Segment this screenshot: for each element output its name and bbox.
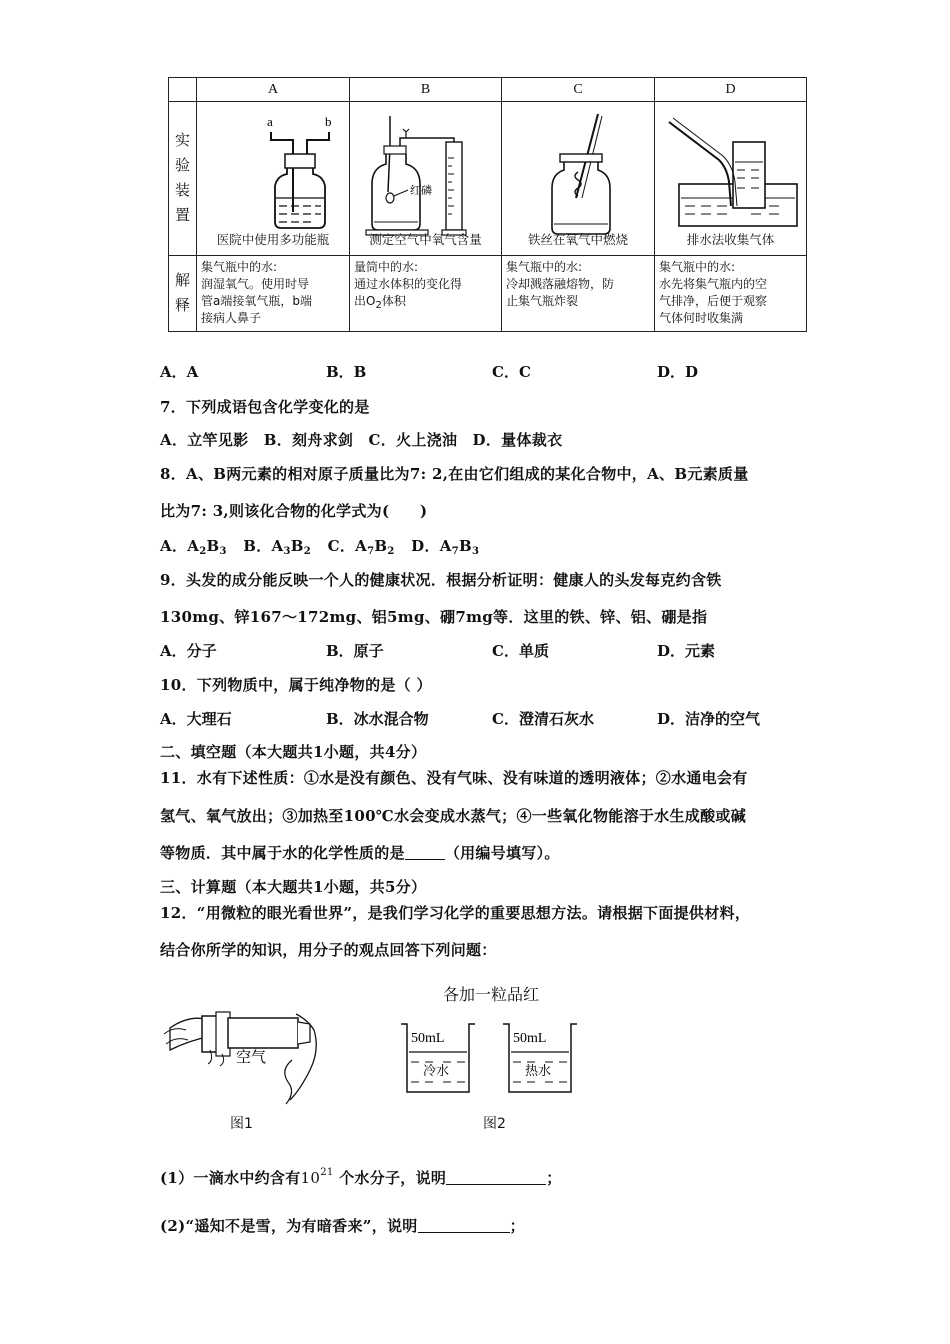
- port-a-label: a: [267, 114, 273, 129]
- q8-option-d[interactable]: D．$A_7B_3$: [411, 537, 480, 557]
- port-b-label: b: [325, 114, 332, 129]
- caption-c: 铁丝在氧气中燃烧: [527, 232, 628, 247]
- q12-line2: 结合你所学的知识，用分子的观点回答下列问题：: [160, 941, 497, 959]
- q6-option-b[interactable]: B．B: [326, 363, 367, 381]
- red-phosphorus-label: 红磷: [410, 184, 432, 197]
- explanation-b: 量筒中的水: 通过水体积的变化得 出$O_2$体积: [350, 255, 502, 331]
- caption-d: 排水法收集气体: [686, 232, 775, 247]
- row-label-explain: 解 释: [169, 255, 197, 331]
- q6-option-c[interactable]: C．C: [492, 363, 531, 381]
- figure-2-label: 图2: [483, 1116, 506, 1132]
- sub-question-1: (1）一滴水中约含有$10^{21}$ 个水分子，说明 ；: [160, 1167, 562, 1187]
- q11-answer-blank[interactable]: [405, 845, 445, 860]
- q10-option-a[interactable]: A．大理石: [160, 710, 232, 728]
- q11-line1: 11．水有下述性质：①水是没有颜色、没有气味、没有味道的透明液体；②水通电会有: [160, 769, 748, 787]
- q8-line1: 8．A、B两元素的相对原子质量比为7: 2,在由它们组成的某化合物中，A、B元素质量: [160, 465, 749, 483]
- svg-text:50mL: 50mL: [411, 1031, 445, 1046]
- column-header-d: D: [655, 78, 807, 102]
- air-label: 空气: [236, 1048, 267, 1066]
- q10-option-c[interactable]: C．澄清石灰水: [492, 710, 594, 728]
- syringe-figure: [160, 1000, 340, 1110]
- cold-water-beaker: [401, 1024, 475, 1092]
- q9-line1: 9．头发的成分能反映一个人的健康状况．根据分析证明：健康人的头发每克约含铁: [160, 571, 722, 589]
- explanation-c: 集气瓶中的水: 冷却溅落融熔物，防 止集气瓶炸裂: [502, 255, 655, 331]
- table-header-row: [169, 78, 807, 102]
- q10-option-b[interactable]: B．冰水混合物: [326, 710, 429, 728]
- q9-line2: 130mg、锌167～172mg、铝5mg、硼7mg等．这里的铁、锌、铝、硼是指: [160, 608, 708, 626]
- q7-stem: 7．下列成语包含化学变化的是: [160, 398, 370, 416]
- setup-cell-b: [350, 102, 502, 256]
- figure-1-label: 图1: [230, 1116, 253, 1132]
- q9-option-b[interactable]: B．原子: [326, 642, 384, 660]
- cold-water-label: 冷水: [423, 1064, 450, 1079]
- q8-line2: 比为7: 3,则该化合物的化学式为( ): [160, 502, 428, 520]
- hot-water-label: 热水: [525, 1064, 552, 1079]
- q11-line3: 等物质．其中属于水的化学性质的是 （用编号填写）。: [160, 844, 560, 862]
- sub1-answer-blank[interactable]: [446, 1170, 546, 1185]
- q10-stem: 10．下列物质中，属于纯净物的是（ ）: [160, 676, 432, 694]
- section-fill-in-title: 二、填空题（本大题共1小题，共4分）: [160, 743, 427, 761]
- section-calc-title: 三、计算题（本大题共1小题，共5分）: [160, 878, 427, 896]
- header-corner: [169, 78, 197, 102]
- q8-option-c[interactable]: C．$A_7B_2$: [327, 537, 395, 557]
- setup-cell-c: [502, 102, 655, 256]
- explanation-row: [169, 255, 807, 331]
- q8-options: [160, 535, 479, 557]
- q7-options[interactable]: A．立竿见影 B．刻舟求剑 C．火上浇油 D．量体裁衣: [160, 431, 563, 449]
- column-header-a: A: [197, 78, 350, 102]
- q9-option-d[interactable]: D．元素: [657, 642, 716, 660]
- hot-water-beaker: [503, 1024, 577, 1092]
- q10-option-d[interactable]: D．洁净的空气: [657, 710, 761, 728]
- sub2-answer-blank[interactable]: [418, 1218, 510, 1233]
- svg-text:50mL: 50mL: [513, 1031, 547, 1046]
- setup-cell-d: [655, 102, 807, 256]
- sub-question-2: (2)“遥知不是雪，为有暗香来”，说明 ；: [160, 1217, 525, 1235]
- explanation-a: 集气瓶中的水: 润湿氧气。使用时导 管a端接氧气瓶，b端 接病人鼻子: [197, 255, 350, 331]
- setup-cell-a: [197, 102, 350, 256]
- q11-line2: 氢气、氧气放出；③加热至100℃水会变成水蒸气；④一些氧化物能溶于水生成酸或碱: [160, 807, 746, 825]
- q9-option-a[interactable]: A．分子: [160, 642, 217, 660]
- q8-option-b[interactable]: B．$A_3B_2$: [243, 537, 312, 557]
- q6-option-a[interactable]: A．A: [160, 363, 199, 381]
- q8-option-a[interactable]: A．$A_2B_3$: [160, 537, 227, 557]
- beakers-figure: [395, 1018, 585, 1098]
- q12-line1: 12．“用微粒的眼光看世界”，是我们学习化学的重要思想方法。请根据下面提供材料，: [160, 904, 751, 922]
- experiment-table: [168, 77, 807, 332]
- column-header-b: B: [350, 78, 502, 102]
- explanation-d: 集气瓶中的水: 水先将集气瓶内的空 气排净，后便于观察 气体何时收集满: [655, 255, 807, 331]
- figure-title: 各加一粒品红: [443, 985, 540, 1004]
- row-label-setup: 实 验 装 置: [169, 102, 197, 256]
- setup-row: [169, 102, 807, 256]
- q6-option-d[interactable]: D．D: [657, 363, 699, 381]
- q9-option-c[interactable]: C．单质: [492, 642, 549, 660]
- caption-b: 测定空气中氧气含量: [369, 232, 482, 247]
- column-header-c: C: [502, 78, 655, 102]
- caption-a: 医院中使用多功能瓶: [216, 232, 330, 247]
